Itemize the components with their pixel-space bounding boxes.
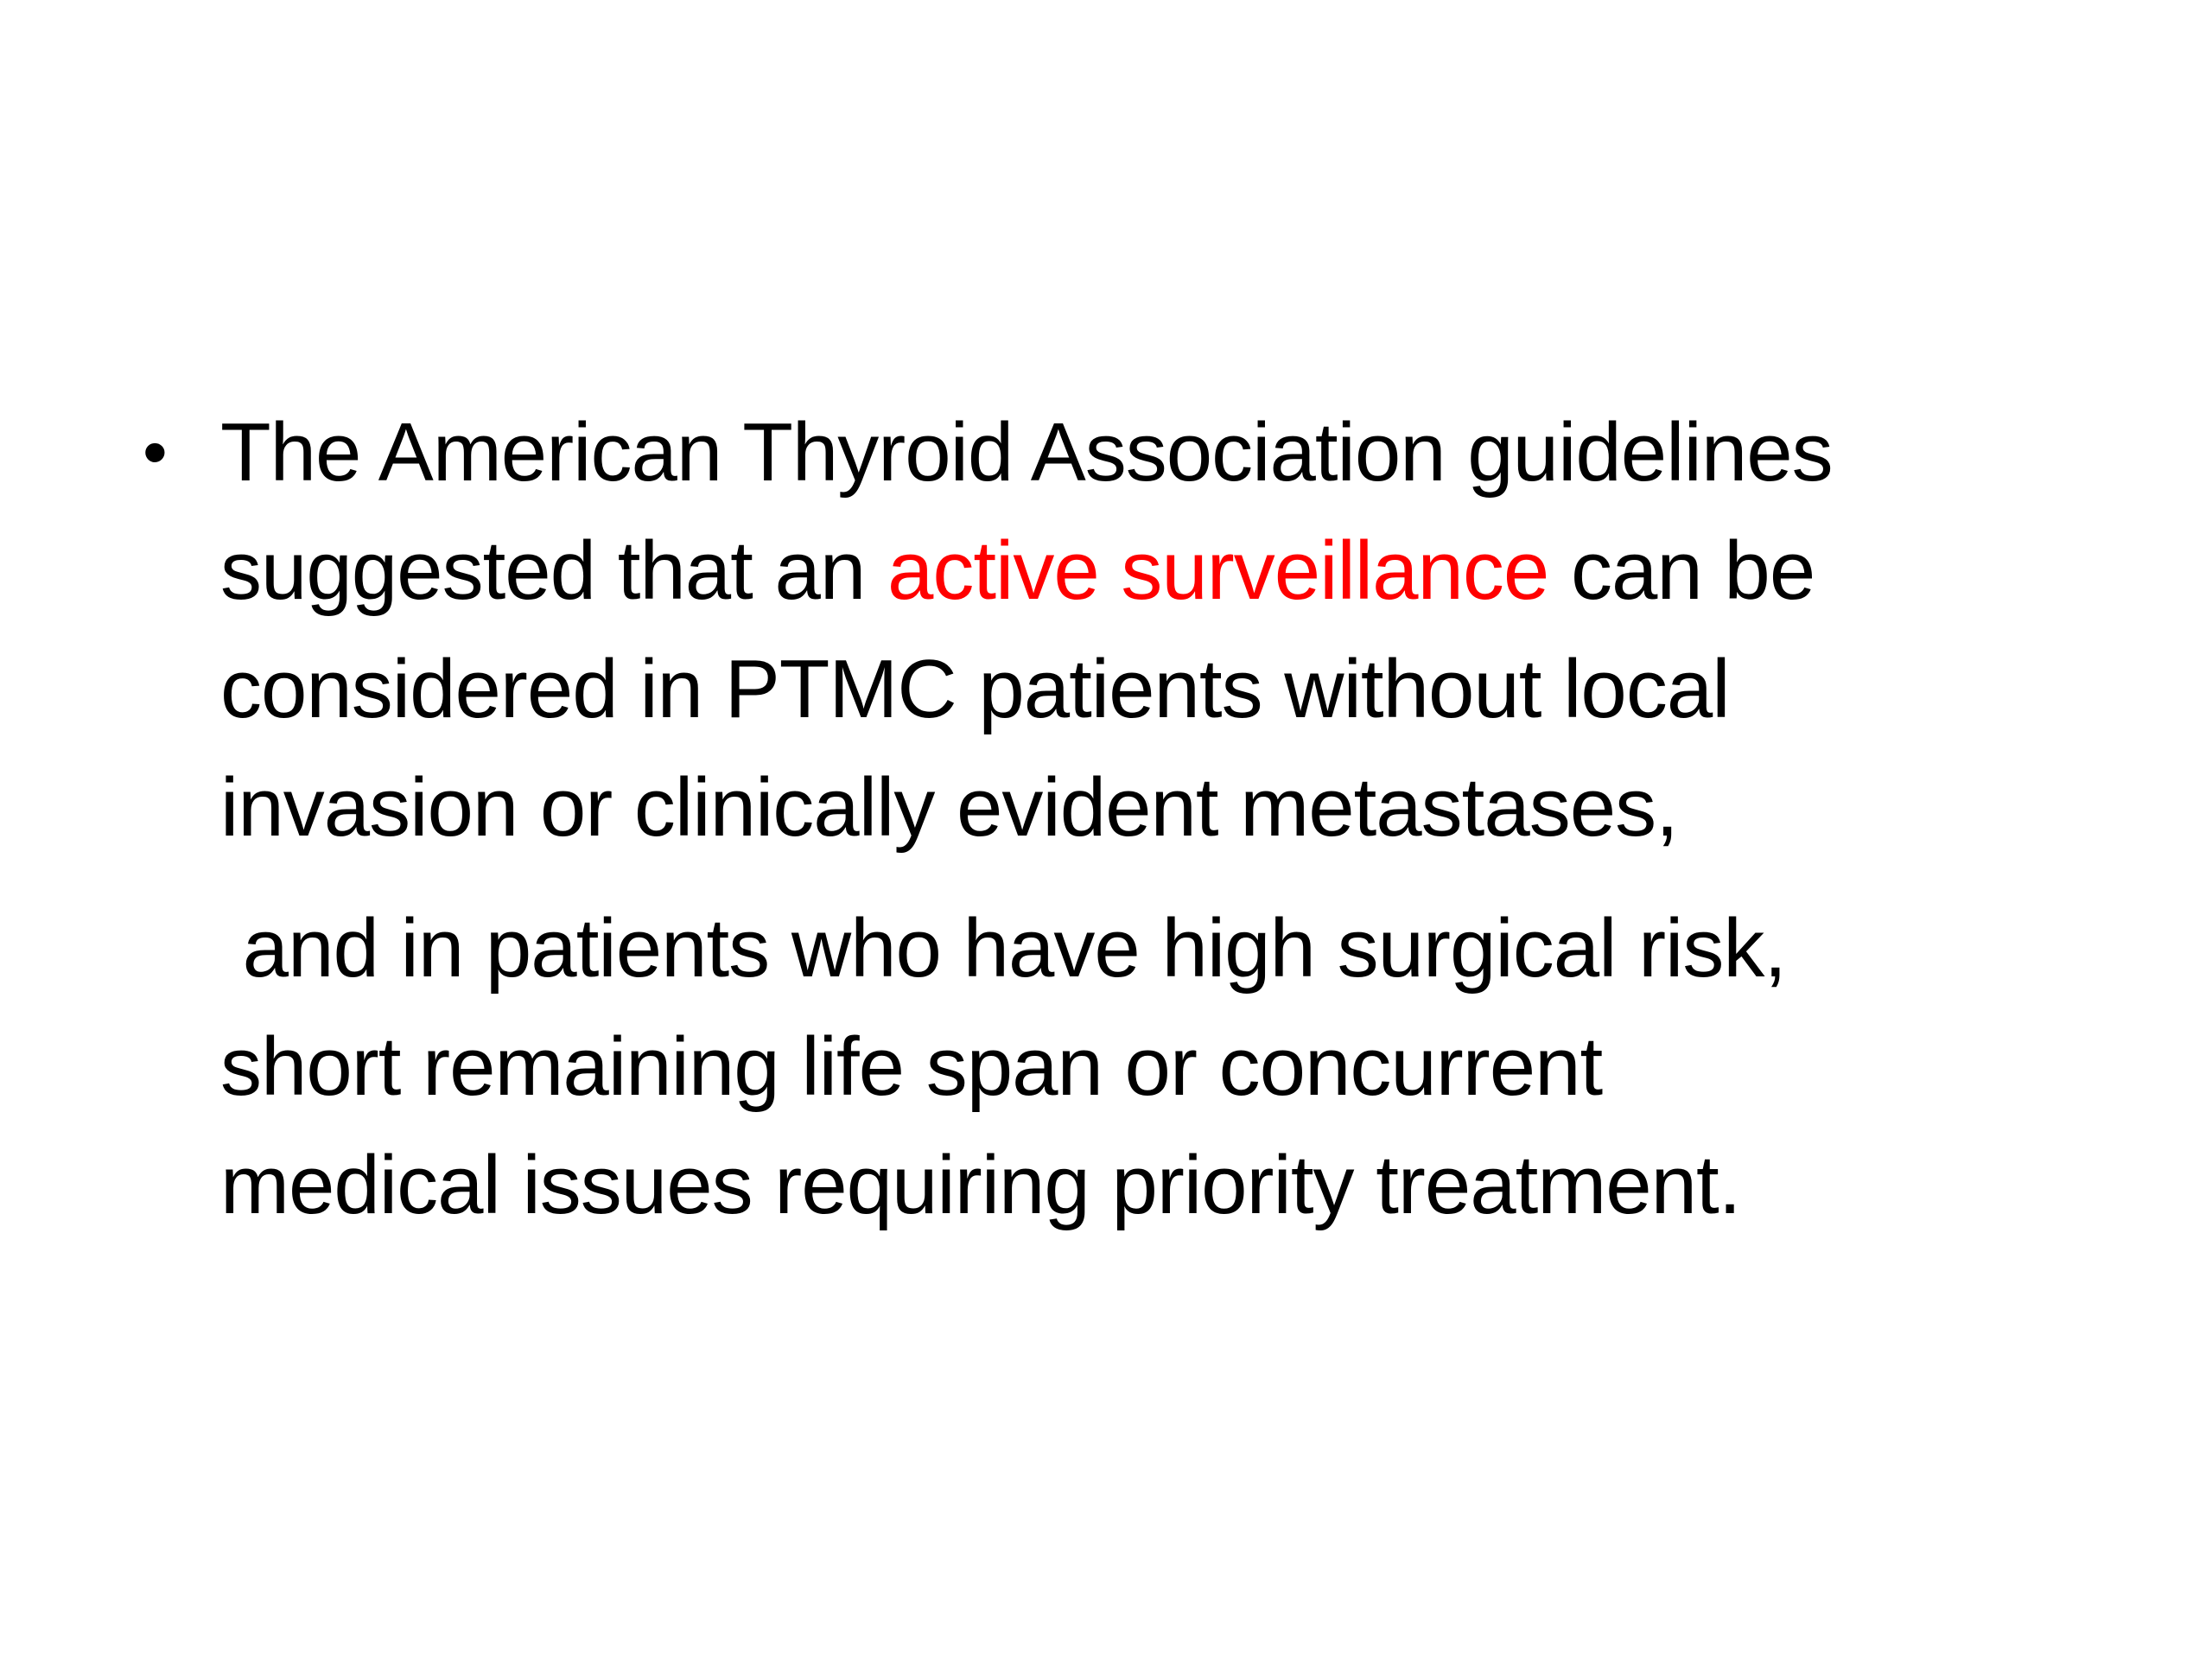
text-run: considered in PTMC patients without local <box>220 643 1730 735</box>
slide-body <box>143 393 2130 1244</box>
bullet-marker: • <box>143 413 167 492</box>
text-line <box>220 748 2130 867</box>
text-run: invasion or clinically evident metastases, <box>220 761 1678 854</box>
text-line <box>220 393 2130 512</box>
text-run: and in patients who have high surgical risk, <box>220 902 1787 995</box>
text-run: suggested that an <box>220 524 887 617</box>
continuation-paragraph <box>220 889 2130 1244</box>
highlighted-text-run: active surveillance <box>887 524 1549 617</box>
text-line <box>220 1007 2130 1126</box>
text-run: can be <box>1548 524 1815 617</box>
text-line <box>220 1126 2130 1244</box>
text-line <box>220 889 2130 1007</box>
text-run: medical issues requiring priority treatment. <box>220 1139 1741 1231</box>
text-run: short remaining life span or concurrent <box>220 1020 1603 1113</box>
bullet-paragraph <box>143 393 2130 867</box>
bullet-paragraph-lines <box>220 393 2130 867</box>
text-run: The American Thyroid Association guidelines <box>220 406 1833 499</box>
text-line <box>220 630 2130 748</box>
continuation-paragraph-lines <box>220 889 2130 1244</box>
text-line <box>220 512 2130 630</box>
